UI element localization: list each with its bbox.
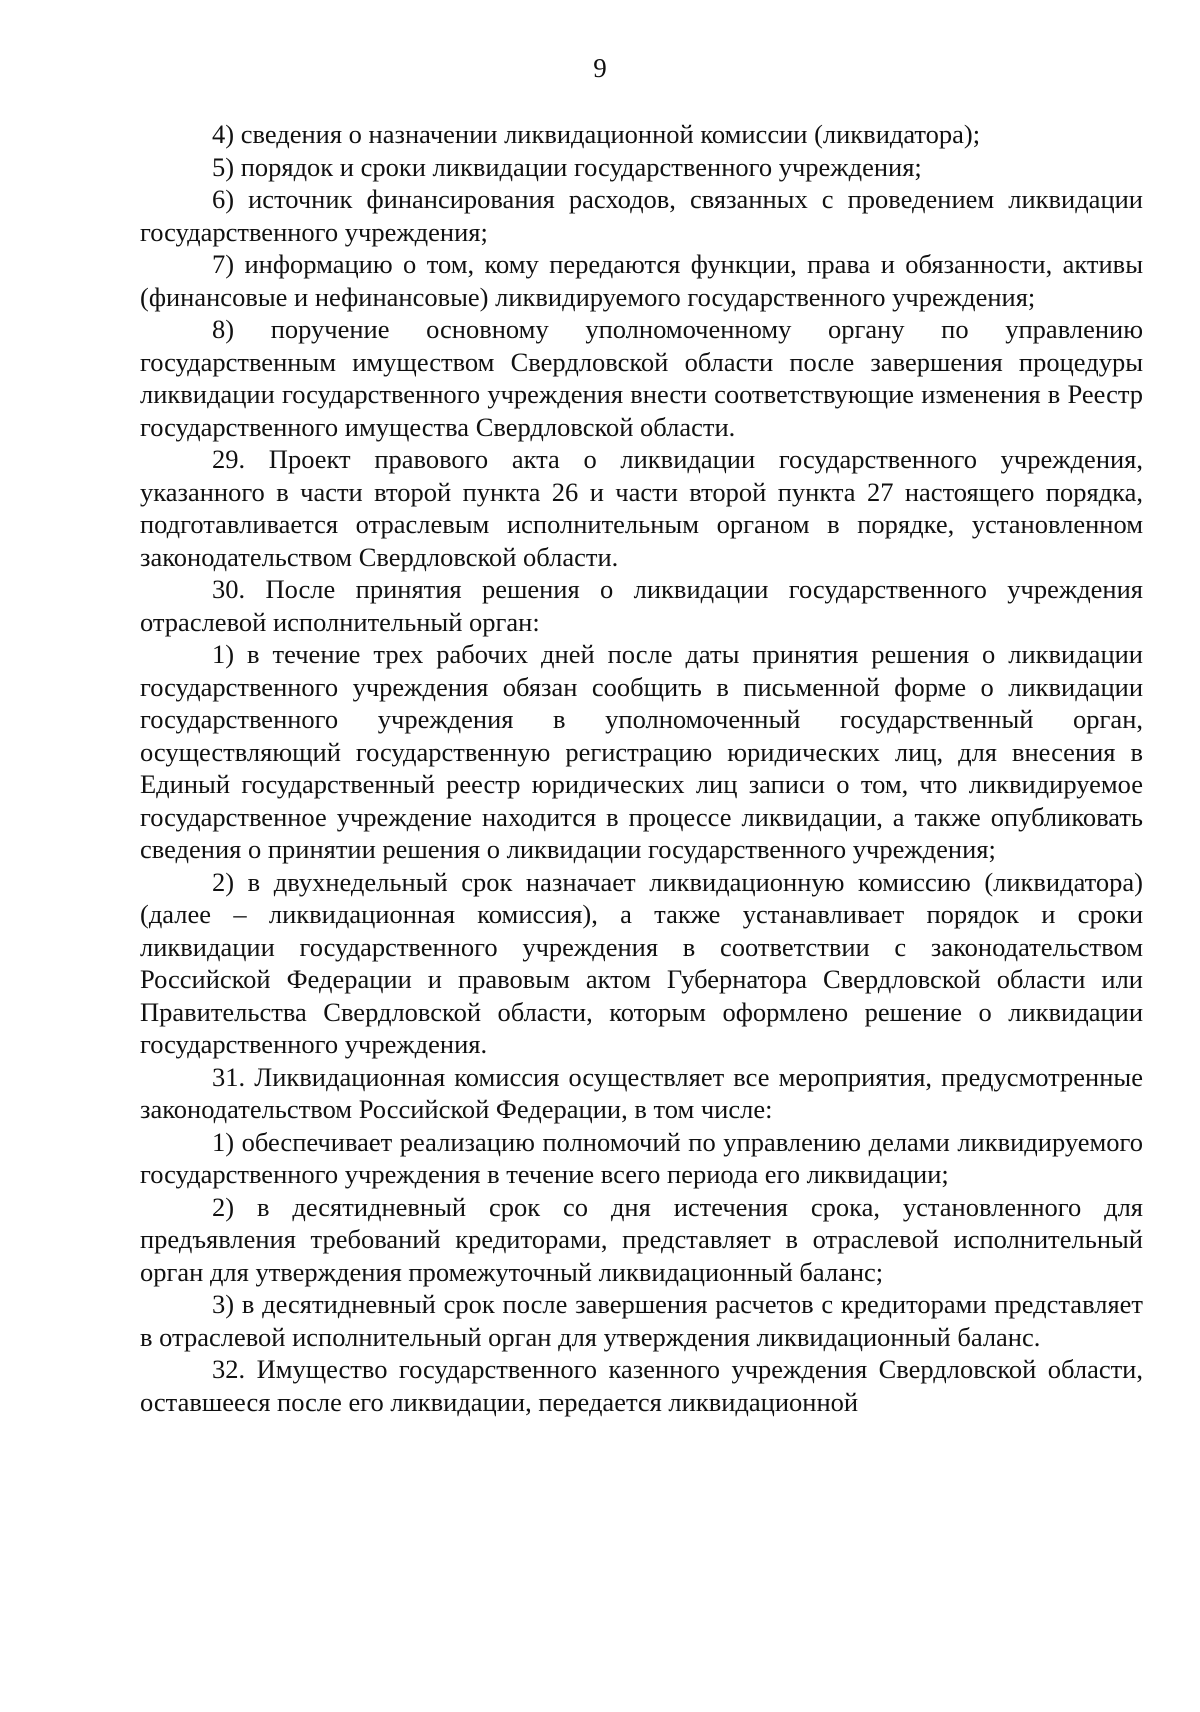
- paragraph-clause-31-item-2: 2) в десятидневный срок со дня истечения срока, установленного для предъявления требований кредиторами, представляет в отраслевой исполнительный орган для утверждения промежуточный ликвидационный баланс;: [140, 1191, 1143, 1287]
- paragraph-item-5: 5) порядок и сроки ликвидации государственного учреждения;: [212, 151, 922, 182]
- paragraph-clause-31-item-1: 1) обеспечивает реализацию полномочий по управлению делами ликвидируемого государственного учреждения в течение всего периода его ликвидации;: [140, 1126, 1143, 1189]
- paragraph-item-7: 7) информацию о том, кому передаются функции, права и обязанности, активы (финансовые и нефинансовые) ликвидируемого государственного учреждения;: [140, 249, 1143, 312]
- paragraph-clause-30: 30. После принятия решения о ликвидации государственного учреждения отраслевой исполнительный орган:: [140, 574, 1143, 637]
- paragraph-clause-30-item-1: 1) в течение трех рабочих дней после даты принятия решения о ликвидации государственного учреждения обязан сообщить в письменной форме о ликвидации государственного учреждения в уполномоченный государственный орган, осуществляющий государственную регистрацию юридических лиц, для внесения в Единый государственный реестр юридических лиц записи о том, что ликвидируемое государственное учреждение находится в процессе ликвидации, а также опубликовать сведения о принятии решения о ликвидации государственного учреждения;: [140, 639, 1143, 864]
- paragraph-clause-29: 29. Проект правового акта о ликвидации государственного учреждения, указанного в части второй пункта 26 и части второй пункта 27 настоящего порядка, подготавливается отраслевым исполнительным органом в порядке, установленном законодательством Свердловской области.: [140, 444, 1143, 572]
- paragraph-item-6: 6) источник финансирования расходов, связанных с проведением ликвидации государственного учреждения;: [140, 184, 1143, 247]
- paragraph-item-8: 8) поручение основному уполномоченному органу по управлению государственным имуществом Свердловской области после завершения процедуры ликвидации государственного учреждения внести соответствующие изменения в Реестр государственного имущества Свердловской области.: [140, 314, 1143, 442]
- paragraph-clause-30-item-2: 2) в двухнедельный срок назначает ликвидационную комиссию (ликвидатора) (далее – ликвидационная комиссия), а также устанавливает порядок и сроки ликвидации государственного учреждения в соответствии с законодательством Российской Федерации и правовым актом Губернатора Свердловской области или Правительства Свердловской области, которым оформлено решение о ликвидации государственного учреждения.: [140, 866, 1143, 1059]
- document-body: [140, 118, 1143, 1418]
- page-number: 9: [593, 53, 607, 83]
- paragraph-clause-31-item-3: 3) в десятидневный срок после завершения расчетов с кредиторами представляет в отраслевой исполнительный орган для утверждения ликвидационный баланс.: [140, 1289, 1143, 1352]
- paragraph-clause-32: 32. Имущество государственного казенного учреждения Свердловской области, оставшееся после его ликвидации, передается ликвидационной: [140, 1354, 1143, 1417]
- paragraph-clause-31: 31. Ликвидационная комиссия осуществляет все мероприятия, предусмотренные законодательством Российской Федерации, в том числе:: [140, 1061, 1143, 1124]
- paragraph-item-4: 4) сведения о назначении ликвидационной комиссии (ликвидатора);: [212, 119, 981, 149]
